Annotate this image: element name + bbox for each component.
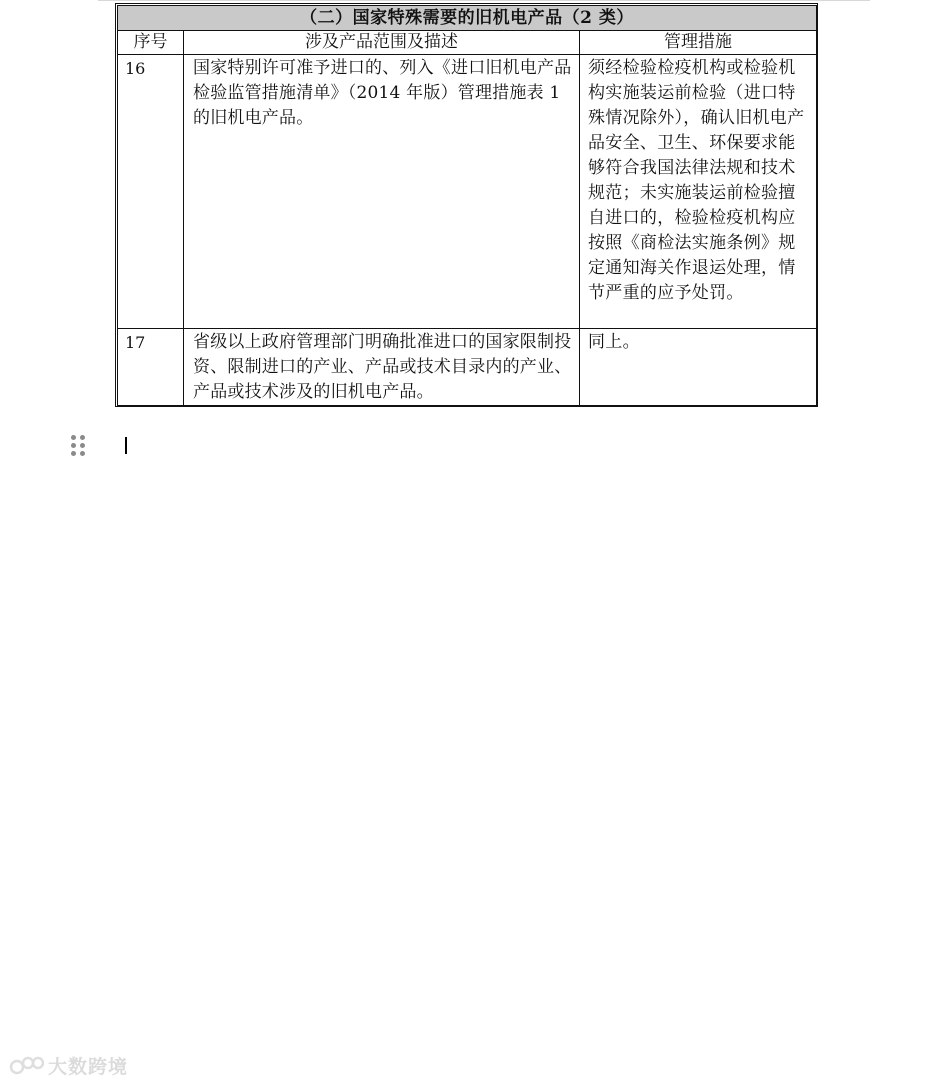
drag-handle-icon[interactable] <box>71 435 85 457</box>
table-title[interactable]: （二）国家特殊需要的旧机电产品（2 类） <box>118 6 817 31</box>
row-measures[interactable]: 同上。 <box>580 329 817 406</box>
product-table <box>117 5 817 406</box>
text-caret[interactable] <box>125 437 127 454</box>
header-number[interactable]: 序号 <box>118 31 184 55</box>
watermark-text: 大数跨境 <box>48 1055 129 1078</box>
document-table <box>115 3 818 407</box>
row-number[interactable]: 16 <box>118 55 184 329</box>
row-scope[interactable]: 国家特别许可准予进口的、列入《进口旧机电产品检验监管措施清单》（2014 年版）管理措施表 1 的旧机电产品。 <box>184 55 580 329</box>
page-top-border <box>98 0 842 1</box>
row-measures[interactable]: 须经检验检疫机构或检验机构实施装运前检验（进口特殊情况除外），确认旧机电产品安全、卫生、环保要求能够符合我国法律法规和技术规范；未实施装运前检验擅自进口的，检验检疫机构应按照《商检法实施条例》规定通知海关作退运处理，情节严重的应予处罚。 <box>580 55 817 329</box>
header-measures[interactable]: 管理措施 <box>580 31 817 55</box>
watermark-logo-icon <box>8 1054 44 1076</box>
page-corner-mark <box>842 0 870 3</box>
watermark <box>8 1052 128 1078</box>
header-scope[interactable]: 涉及产品范围及描述 <box>184 31 580 55</box>
table-row <box>118 329 817 406</box>
row-number[interactable]: 17 <box>118 329 184 406</box>
table-row <box>118 55 817 329</box>
row-scope[interactable]: 省级以上政府管理部门明确批准进口的国家限制投资、限制进口的产业、产品或技术目录内的产业、产品或技术涉及的旧机电产品。 <box>184 329 580 406</box>
